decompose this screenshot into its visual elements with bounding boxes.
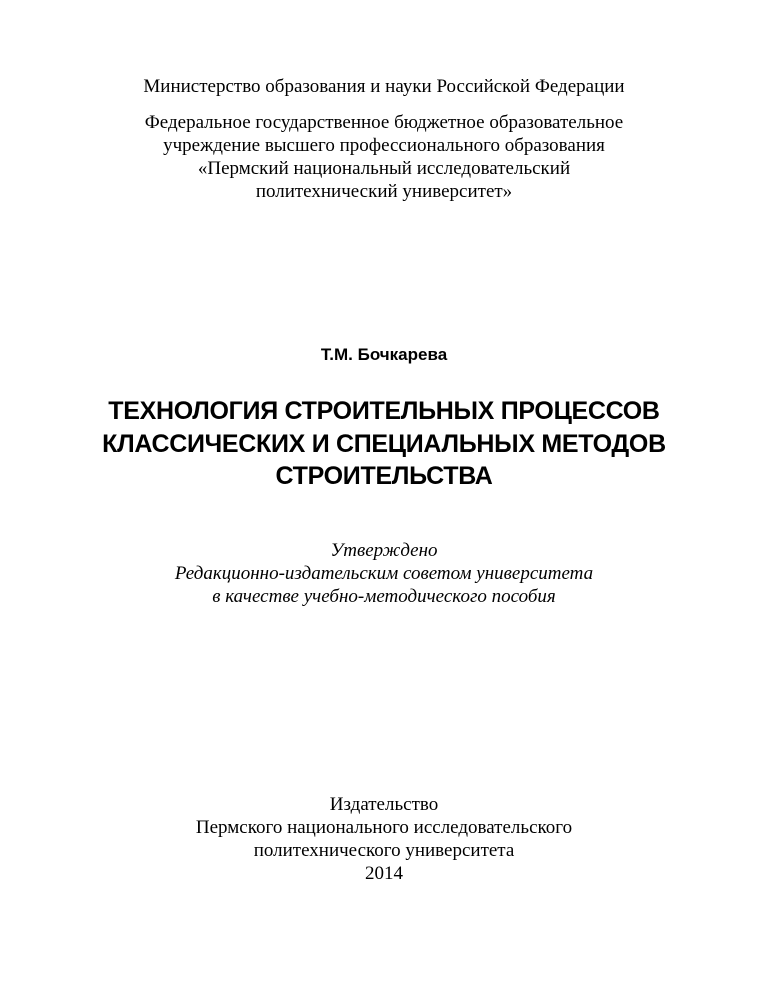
institution-line-3: «Пермский национальный исследовательский (197, 158, 571, 179)
book-title-line-1: ТЕХНОЛОГИЯ СТРОИТЕЛЬНЫХ ПРОЦЕССОВ (108, 397, 660, 425)
publisher-line-1: Издательство (329, 794, 439, 815)
book-title-line-2: КЛАССИЧЕСКИХ И СПЕЦИАЛЬНЫХ МЕТОДОВ (102, 430, 666, 458)
institution-line-4: политехнический университет» (255, 181, 513, 202)
approval-line-3: в качестве учебно-методического пособия (212, 586, 556, 607)
publication-year: 2014 (365, 863, 403, 884)
institution-line-1: Федеральное государственное бюджетное образовательное (144, 112, 624, 133)
publisher-line-2: Пермского национального исследовательского (195, 817, 573, 838)
author-name: Т.М. Бочкарева (320, 345, 448, 364)
ministry-name: Министерство образования и науки Российской Федерации (143, 76, 625, 97)
publisher-line-3: политехнического университета (253, 840, 515, 861)
institution-line-2: учреждение высшего профессионального образования (163, 135, 605, 156)
approval-line-2: Редакционно-издательским советом университета (174, 563, 594, 584)
approval-line-1: Утверждено (330, 540, 438, 561)
book-title-line-3: СТРОИТЕЛЬСТВА (275, 462, 493, 490)
